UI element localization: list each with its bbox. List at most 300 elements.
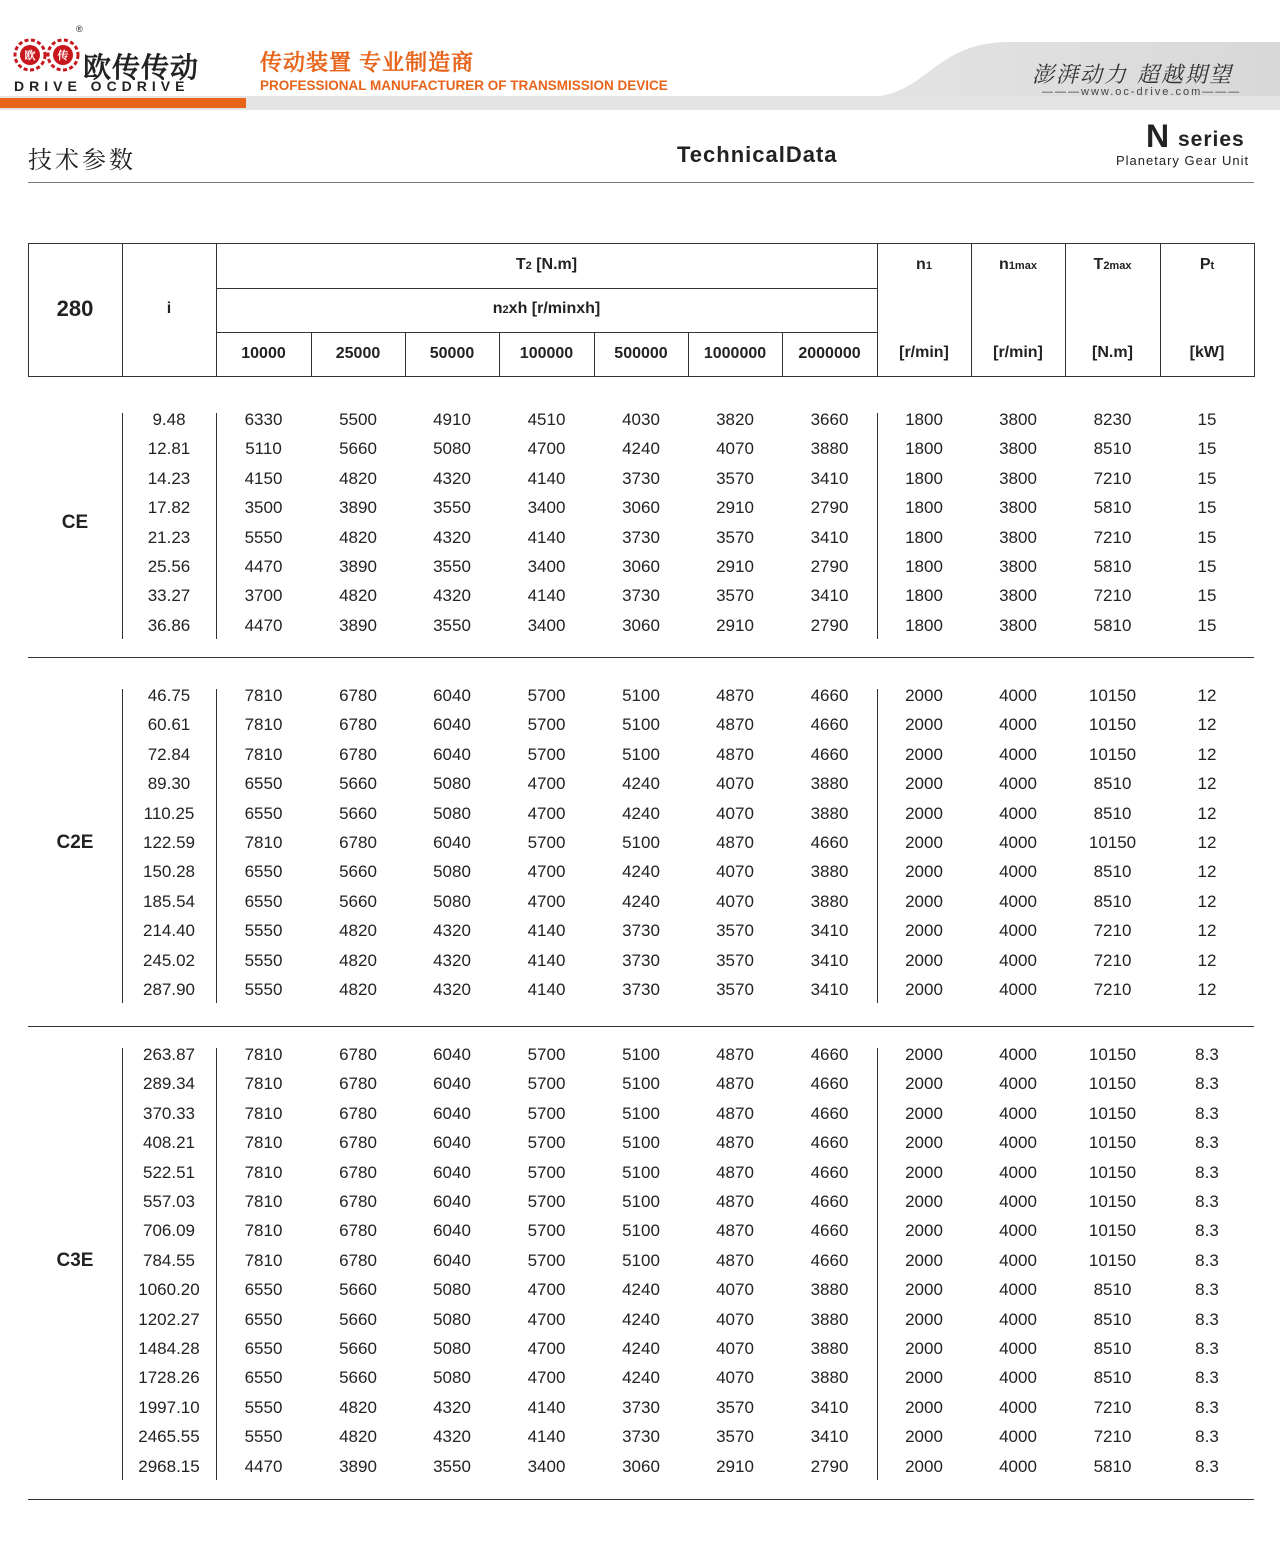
- data-cell: 5080: [433, 1368, 471, 1388]
- data-cell: 2910: [716, 1456, 754, 1476]
- data-cell: 5810: [1093, 615, 1132, 635]
- data-cell: 5080: [433, 1280, 471, 1300]
- ratio-cell: 17.82: [147, 498, 191, 518]
- data-cell: 5550: [244, 921, 283, 941]
- data-cell: 3570: [716, 950, 754, 970]
- data-cell: 10150: [1088, 1103, 1137, 1123]
- data-cell: 8.3: [1195, 1456, 1219, 1476]
- data-cell: 4870: [716, 1103, 754, 1123]
- logo-letter-right: 传: [57, 49, 69, 62]
- data-cell: 5810: [1093, 498, 1132, 518]
- data-cell: 2000: [905, 950, 943, 970]
- data-cell: 4070: [716, 862, 754, 882]
- data-cell: 3730: [622, 468, 660, 488]
- data-cell: 2910: [716, 557, 754, 576]
- data-cell: 2000: [905, 980, 943, 999]
- data-cell: 3730: [622, 586, 660, 606]
- data-cell: 4910: [433, 410, 471, 429]
- data-cell: 2790: [810, 498, 849, 518]
- data-cell: 3880: [810, 803, 849, 823]
- data-cell: 4000: [999, 1192, 1037, 1211]
- data-cell: 4700: [527, 1280, 566, 1300]
- data-cell: 3730: [622, 1397, 660, 1417]
- logo-letter-left: 欧: [24, 49, 36, 62]
- group-label-c2e: C2E: [56, 831, 94, 853]
- data-cell: 4870: [716, 1045, 754, 1064]
- data-cell: 8.3: [1195, 1074, 1219, 1094]
- data-cell: 4240: [622, 774, 660, 794]
- data-cell: 4700: [527, 1368, 566, 1388]
- data-cell: 5100: [622, 1133, 660, 1153]
- data-cell: 7810: [244, 686, 283, 705]
- data-cell: 2000: [905, 1103, 943, 1123]
- data-cell: 4000: [999, 980, 1037, 999]
- t2max-header: T2max: [1093, 256, 1132, 273]
- data-cell: 4070: [716, 1280, 754, 1300]
- data-cell: 5700: [527, 686, 566, 705]
- data-cell: 4000: [999, 1280, 1037, 1300]
- data-cell: 2000: [905, 744, 943, 764]
- data-cell: 5100: [622, 1221, 660, 1241]
- data-cell: 4000: [999, 862, 1037, 882]
- data-cell: 8510: [1093, 1339, 1132, 1358]
- data-cell: 6040: [433, 1162, 471, 1182]
- data-cell: 2000: [905, 774, 943, 794]
- data-cell: 2000: [905, 1280, 943, 1300]
- ratio-cell: 14.23: [147, 468, 191, 488]
- ratio-cell: 72.84: [147, 744, 191, 764]
- data-cell: 3880: [810, 439, 849, 459]
- ratio-header: i: [166, 300, 172, 317]
- data-cell: 4000: [999, 1162, 1037, 1182]
- data-cell: 15: [1197, 498, 1217, 518]
- data-cell: 6780: [339, 715, 377, 735]
- data-cell: 7210: [1093, 586, 1132, 606]
- data-cell: 7810: [244, 1133, 283, 1153]
- data-cell: 7210: [1093, 980, 1132, 999]
- t2max-header-unit: [N.m]: [1092, 344, 1133, 361]
- data-cell: 4140: [527, 921, 566, 941]
- group-bottom-border: [28, 1499, 1254, 1500]
- data-cell: 6040: [433, 1074, 471, 1094]
- data-cell: 5660: [339, 1280, 377, 1300]
- data-cell: 4320: [433, 468, 471, 488]
- tagline-cn: 传动装置 专业制造商: [260, 50, 475, 75]
- ratio-cell: 522.51: [143, 1162, 195, 1182]
- data-cell: 4000: [999, 1250, 1037, 1270]
- data-cell: 6550: [244, 1368, 283, 1388]
- data-cell: 8510: [1093, 1368, 1132, 1388]
- website-url[interactable]: ———www.oc-drive.com———: [1042, 86, 1242, 98]
- data-cell: 4000: [999, 950, 1037, 970]
- data-cell: 5700: [527, 833, 566, 852]
- pt-header: Pt: [1199, 256, 1215, 273]
- data-cell: 3550: [433, 498, 471, 518]
- data-cell: 3410: [810, 950, 849, 970]
- data-cell: 1800: [905, 439, 943, 459]
- data-cell: 5080: [433, 774, 471, 794]
- data-cell: 4700: [527, 803, 566, 823]
- title-divider: [28, 182, 1254, 183]
- ratio-cell: 1997.10: [138, 1397, 200, 1417]
- data-cell: 4000: [999, 803, 1037, 823]
- data-cell: 5110: [245, 439, 282, 459]
- data-cell: 10150: [1088, 1162, 1137, 1182]
- data-cell: 4000: [999, 774, 1037, 794]
- data-cell: 4320: [433, 950, 471, 970]
- n1-header: n1: [916, 256, 932, 273]
- hours-col-header: 100000: [519, 345, 574, 362]
- data-cell: 6040: [433, 686, 471, 705]
- data-cell: 5700: [527, 744, 566, 764]
- data-cell: 6780: [339, 1133, 377, 1153]
- data-cell: 8.3: [1195, 1250, 1219, 1270]
- data-cell: 3880: [810, 774, 849, 794]
- data-cell: 3800: [999, 468, 1037, 488]
- data-cell: 4470: [244, 615, 283, 635]
- data-cell: 5660: [339, 439, 377, 459]
- data-cell: 4820: [339, 1397, 377, 1417]
- data-cell: 3800: [999, 557, 1037, 576]
- data-cell: 12: [1197, 921, 1217, 941]
- data-cell: 6040: [433, 1045, 471, 1064]
- data-cell: 8.3: [1195, 1309, 1219, 1329]
- ratio-cell: 784.55: [143, 1250, 195, 1270]
- data-cell: 5810: [1093, 557, 1132, 576]
- ratio-cell: 122.59: [143, 833, 195, 852]
- data-cell: 1800: [905, 468, 943, 488]
- n1max-header-unit: [r/min]: [993, 344, 1043, 361]
- data-cell: 5660: [339, 862, 377, 882]
- data-cell: 4000: [999, 1339, 1037, 1358]
- data-cell: 12: [1197, 891, 1217, 911]
- data-cell: 4320: [433, 921, 471, 941]
- data-cell: 8.3: [1195, 1280, 1219, 1300]
- data-cell: 7810: [244, 744, 283, 764]
- data-cell: 4000: [999, 833, 1037, 852]
- data-cell: 5700: [527, 1103, 566, 1123]
- data-cell: 5080: [433, 862, 471, 882]
- data-cell: 1800: [905, 527, 943, 547]
- data-cell: 8.3: [1195, 1339, 1219, 1358]
- data-cell: 3570: [716, 1427, 754, 1447]
- data-cell: 2000: [905, 833, 943, 852]
- data-cell: 3500: [244, 498, 283, 518]
- data-cell: 4240: [622, 891, 660, 911]
- data-cell: 5080: [433, 1309, 471, 1329]
- data-cell: 5550: [244, 1397, 283, 1417]
- data-cell: 12: [1197, 862, 1217, 882]
- data-cell: 2000: [905, 1339, 943, 1358]
- data-cell: 7810: [244, 1221, 283, 1241]
- data-cell: 2000: [905, 1133, 943, 1153]
- hours-col-header: 10000: [241, 345, 286, 362]
- data-cell: 10150: [1088, 1221, 1137, 1241]
- header-bottom-border: [28, 376, 1254, 377]
- data-cell: 6330: [244, 410, 283, 429]
- data-cell: 5100: [622, 1045, 660, 1064]
- data-cell: 3880: [810, 862, 849, 882]
- accent-bar: [0, 98, 246, 108]
- data-cell: 4000: [999, 1045, 1037, 1064]
- data-cell: 6550: [244, 1309, 283, 1329]
- data-cell: 2000: [905, 1368, 943, 1388]
- data-cell: 4320: [433, 1397, 471, 1417]
- ratio-cell: 214.40: [143, 921, 195, 941]
- data-cell: 3880: [810, 1309, 849, 1329]
- data-cell: 4320: [433, 1427, 471, 1447]
- data-cell: 6780: [339, 1045, 377, 1064]
- data-cell: 4070: [716, 1339, 754, 1358]
- data-cell: 3570: [716, 527, 754, 547]
- data-cell: 3730: [622, 527, 660, 547]
- data-cell: 4140: [527, 586, 566, 606]
- data-cell: 7210: [1093, 1397, 1132, 1417]
- data-cell: 5660: [339, 774, 377, 794]
- brand-name-cn: 欧传传动: [83, 52, 200, 83]
- data-cell: 4240: [622, 1368, 660, 1388]
- data-cell: 2000: [905, 1250, 943, 1270]
- data-cell: 4660: [810, 833, 849, 852]
- data-cell: 3570: [716, 980, 754, 999]
- data-cell: 6040: [433, 1221, 471, 1241]
- data-cell: 8.3: [1195, 1397, 1219, 1417]
- data-cell: 4000: [999, 891, 1037, 911]
- data-cell: 4070: [716, 439, 754, 459]
- data-cell: 4820: [339, 1427, 377, 1447]
- data-cell: 6550: [244, 1280, 283, 1300]
- ratio-cell: 21.23: [147, 527, 191, 547]
- page-title-cn: 技术参数: [28, 147, 136, 174]
- data-cell: 15: [1197, 468, 1217, 488]
- data-cell: 4660: [810, 1250, 849, 1270]
- data-cell: 3880: [810, 1280, 849, 1300]
- data-cell: 4870: [716, 1192, 754, 1211]
- data-cell: 15: [1197, 527, 1217, 547]
- data-cell: 1800: [905, 498, 943, 518]
- data-cell: 5100: [622, 1103, 660, 1123]
- data-cell: 6550: [244, 803, 283, 823]
- t2-header: T2 [N.m]: [515, 256, 578, 273]
- data-cell: 3890: [339, 615, 377, 635]
- data-cell: 6040: [433, 1192, 471, 1211]
- data-cell: 10150: [1088, 686, 1137, 705]
- ratio-cell: 2968.15: [138, 1456, 200, 1476]
- data-cell: 6780: [339, 686, 377, 705]
- data-cell: 8.3: [1195, 1162, 1219, 1182]
- data-cell: 1800: [905, 557, 943, 576]
- data-cell: 2910: [716, 498, 754, 518]
- data-cell: 3410: [810, 586, 849, 606]
- data-cell: 12: [1197, 950, 1217, 970]
- data-cell: 8510: [1093, 891, 1132, 911]
- data-cell: 5100: [622, 1074, 660, 1094]
- data-cell: 4140: [527, 980, 566, 999]
- data-cell: 4000: [999, 686, 1037, 705]
- data-cell: 7210: [1093, 527, 1132, 547]
- data-cell: 4660: [810, 686, 849, 705]
- data-cell: 7210: [1093, 921, 1132, 941]
- table-right-border: [1254, 243, 1255, 377]
- data-cell: 5080: [433, 891, 471, 911]
- data-cell: 4240: [622, 1280, 660, 1300]
- data-cell: 5550: [244, 950, 283, 970]
- data-cell: 4700: [527, 862, 566, 882]
- table-top-border: [28, 243, 1254, 244]
- data-cell: 2000: [905, 686, 943, 705]
- data-cell: 3800: [999, 410, 1037, 429]
- data-cell: 3410: [810, 1427, 849, 1447]
- data-cell: 4820: [339, 980, 377, 999]
- data-cell: 4660: [810, 715, 849, 735]
- data-cell: 4870: [716, 1162, 754, 1182]
- ratio-cell: 9.48: [152, 410, 186, 429]
- data-cell: 4030: [622, 410, 660, 429]
- data-cell: 12: [1197, 774, 1217, 794]
- data-cell: 4870: [716, 1074, 754, 1094]
- ratio-cell: 33.27: [147, 586, 191, 606]
- data-cell: 4070: [716, 1368, 754, 1388]
- t2-divider: [216, 288, 877, 289]
- data-cell: 4140: [527, 1427, 566, 1447]
- data-cell: 4000: [999, 1309, 1037, 1329]
- data-cell: 4660: [810, 744, 849, 764]
- data-cell: 6780: [339, 1162, 377, 1182]
- data-cell: 5660: [339, 803, 377, 823]
- data-cell: 10150: [1088, 1133, 1137, 1153]
- data-cell: 4870: [716, 1133, 754, 1153]
- group-bottom-border: [28, 1026, 1254, 1027]
- ratio-cell: 2465.55: [138, 1427, 200, 1447]
- data-cell: 5810: [1093, 1456, 1132, 1476]
- data-cell: 5660: [339, 1368, 377, 1388]
- data-cell: 10150: [1088, 833, 1137, 852]
- data-cell: 8510: [1093, 803, 1132, 823]
- data-cell: 1800: [905, 410, 943, 429]
- data-cell: 6040: [433, 1103, 471, 1123]
- hours-col-header: 2000000: [798, 345, 861, 362]
- data-cell: 10150: [1088, 1192, 1137, 1211]
- data-cell: 10150: [1088, 744, 1137, 764]
- data-cell: 5700: [527, 715, 566, 735]
- tagline-en: PROFESSIONAL MANUFACTURER OF TRANSMISSION DEVICE: [260, 78, 668, 93]
- data-cell: 3570: [716, 921, 754, 941]
- data-cell: 2000: [905, 1221, 943, 1241]
- data-cell: 6550: [244, 862, 283, 882]
- data-cell: 3820: [716, 410, 754, 429]
- data-cell: 4820: [339, 921, 377, 941]
- data-cell: 4660: [810, 1162, 849, 1182]
- data-cell: 4000: [999, 1103, 1037, 1123]
- data-cell: 3550: [433, 1456, 471, 1476]
- data-cell: 7810: [244, 1250, 283, 1270]
- data-cell: 7810: [244, 833, 283, 852]
- data-cell: 6780: [339, 1221, 377, 1241]
- hours-col-header: 50000: [429, 345, 475, 362]
- data-cell: 5700: [527, 1192, 566, 1211]
- data-cell: 5550: [244, 980, 283, 999]
- data-cell: 2000: [905, 862, 943, 882]
- data-cell: 3570: [716, 586, 754, 606]
- data-cell: 5100: [622, 686, 660, 705]
- data-cell: 8510: [1093, 862, 1132, 882]
- data-cell: 3400: [527, 615, 566, 635]
- ratio-cell: 185.54: [143, 891, 195, 911]
- data-cell: 4070: [716, 891, 754, 911]
- data-cell: 6780: [339, 1250, 377, 1270]
- ratio-cell: 36.86: [147, 615, 191, 635]
- data-cell: 8.3: [1195, 1192, 1219, 1211]
- data-cell: 6780: [339, 744, 377, 764]
- data-cell: 5100: [622, 744, 660, 764]
- data-cell: 5550: [244, 1427, 283, 1447]
- data-cell: 5100: [622, 1250, 660, 1270]
- data-cell: 4660: [810, 1133, 849, 1153]
- data-cell: 2000: [905, 1074, 943, 1094]
- hours-col-header: 25000: [335, 345, 381, 362]
- ratio-cell: 1202.27: [138, 1309, 200, 1329]
- data-cell: 2000: [905, 1192, 943, 1211]
- data-cell: 4000: [999, 1133, 1037, 1153]
- data-cell: 4000: [999, 921, 1037, 941]
- data-cell: 7810: [244, 1192, 283, 1211]
- n2-header: n2xh [r/minxh]: [492, 300, 601, 317]
- data-cell: 3660: [810, 410, 849, 429]
- data-cell: 4700: [527, 1309, 566, 1329]
- data-cell: 7210: [1093, 950, 1132, 970]
- data-cell: 2790: [810, 615, 849, 635]
- data-cell: 1800: [905, 615, 943, 635]
- data-cell: 3880: [810, 1339, 849, 1358]
- data-cell: 4000: [999, 1456, 1037, 1476]
- ratio-cell: 1060.20: [138, 1280, 200, 1300]
- data-cell: 4870: [716, 686, 754, 705]
- data-cell: 4470: [244, 1456, 283, 1476]
- data-cell: 12: [1197, 686, 1217, 705]
- data-cell: 12: [1197, 803, 1217, 823]
- data-cell: 4240: [622, 1309, 660, 1329]
- data-cell: 3400: [527, 498, 566, 518]
- data-cell: 3410: [810, 1397, 849, 1417]
- data-cell: 6040: [433, 1133, 471, 1153]
- data-cell: 4240: [622, 1339, 660, 1358]
- ratio-cell: 370.33: [143, 1103, 195, 1123]
- data-cell: 4820: [339, 586, 377, 606]
- data-cell: 2000: [905, 921, 943, 941]
- data-cell: 8510: [1093, 1280, 1132, 1300]
- n2-divider: [216, 332, 877, 333]
- data-cell: 4140: [527, 468, 566, 488]
- data-cell: 4000: [999, 744, 1037, 764]
- data-cell: 3880: [810, 891, 849, 911]
- data-cell: 7210: [1093, 468, 1132, 488]
- data-cell: 4870: [716, 833, 754, 852]
- data-cell: 5080: [433, 803, 471, 823]
- ratio-cell: 289.34: [143, 1074, 195, 1094]
- model-size: 280: [56, 296, 94, 321]
- data-cell: 1800: [905, 586, 943, 606]
- data-cell: 4660: [810, 1074, 849, 1094]
- ratio-cell: 25.56: [147, 557, 191, 576]
- data-cell: 6040: [433, 833, 471, 852]
- data-cell: 8.3: [1195, 1368, 1219, 1388]
- ratio-cell: 557.03: [143, 1192, 195, 1211]
- data-cell: 6550: [244, 774, 283, 794]
- ratio-cell: 46.75: [147, 686, 191, 705]
- data-cell: 5100: [622, 1162, 660, 1182]
- data-cell: 4820: [339, 468, 377, 488]
- data-cell: 6780: [339, 1103, 377, 1123]
